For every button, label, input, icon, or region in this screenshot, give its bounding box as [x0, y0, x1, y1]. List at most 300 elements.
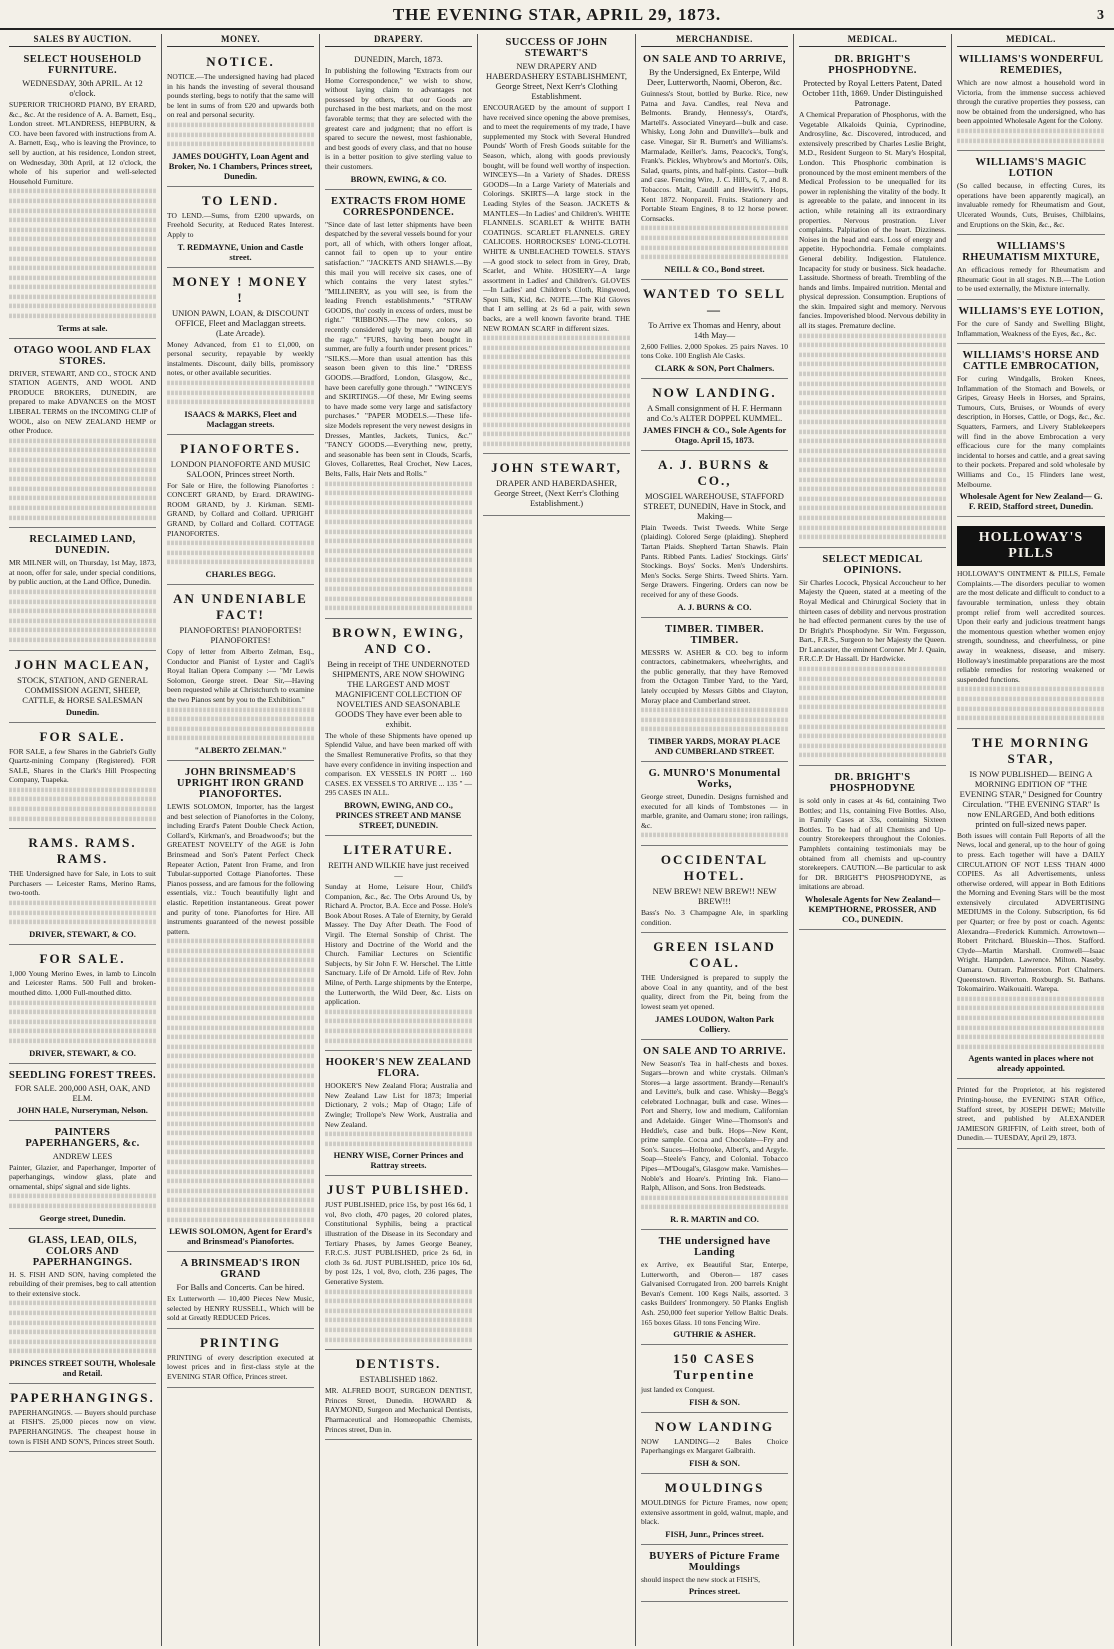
text-line: [325, 1019, 472, 1023]
ad-title: JUST PUBLISHED.: [326, 1182, 471, 1198]
text-line: [9, 208, 156, 212]
ad-title: GLASS, LEAD, OILS, COLORS AND PAPERHANGINGS.: [27, 1234, 138, 1268]
text-line: [167, 1083, 314, 1087]
ad-title: WILLIAMS'S WONDERFUL REMEDIES,: [958, 54, 1104, 76]
text-line: [799, 372, 946, 376]
ad-title: MOULDINGS: [664, 1479, 765, 1495]
text-line: [957, 1044, 1105, 1048]
text-line: [9, 227, 156, 231]
ad-body: LEWIS SOLOMON, Importer, has the largest and best selection of Pianofortes in the Colony, including Erard's Patent Double Check Action, Collard's, Kirkman's, and Broadwood's; but the GREATEST NOVELTY of the AGE is John Brinsmead and Son's Patent Perfect Check Repeater Action, Patent Iron Frame, and Iron Tubular-supported Cottage Pianofortes. These Pianos possess, and are famous for the following essentials, viz.: Touch beautifully light and elastic. Repetition instantaneous. Great power and purity of tone. Pianofortes for Hire. All instruments guaranteed of the newest possible pattern.: [167, 801, 314, 936]
text-line: [641, 1195, 788, 1199]
text-line: [325, 606, 472, 610]
text-line: [167, 1179, 314, 1183]
advertisement: [325, 193, 472, 619]
text-line: [167, 939, 314, 943]
text-line: [799, 525, 946, 529]
ad-body: SUPERIOR TRICHORD PIANO, BY ERARD, &c., &c. At the residence of A. A. Barnett, Esq., London street. M'LANDRESS, HEPBURN, & CO. have been favored with instructions from A. A. Barnett, Esq., who is leaving the Province, to sell by auction, at his residence, London street, on Wednesday, 30th April, at 12 o'clock, the whole of his superior and well-selected Household Furniture.: [9, 100, 156, 186]
advertisement: [167, 271, 314, 435]
ad-body: Guinness's Stout, bottled by Burke. Rice, new Patna and Java. Candles, real Neva and Belmonts. Brandy, Hennessy's, Otard's, Martell's. Associated Vineyard—bulk and case. Whisky, Long John and Dunville's—bulk and case. Vinegar, Sir R. Burnett's and Williams's. Marmalade, Keiller's. Jams, Peacock's, Tong's, Frank's. Pickles, Whybrow's and Morton's. Oils, Salad, quarts, pints, and half-pints. Castor—bulk and case. Fencing Wire, J. C. Hill's, 6, 7, and 8. Tobaccos. Malt, Caudill and Hewitt's. Hops, Kent 1872. Nonpareil. Fruits. Stationery and Portable Steam Engines, 8 to 12 horse power. Cornsacks.: [641, 89, 788, 223]
text-line: [167, 1112, 314, 1116]
ad-body: An efficacious remedy for Rheumatism and Rheumatic Gout in all stages. N.B.—The Lotion to be used externally, the Mixture internally.: [957, 265, 1105, 294]
masthead-title: THE EVENING STAR, APRIL 29, 1873.: [392, 5, 722, 24]
advertisement: [167, 190, 314, 268]
text-line: [167, 1188, 314, 1192]
ad-body: Plain Tweeds. Twist Tweeds. White Serge (plaiding). Colored Serge (plaiding). Shepherd Tartan Plaids. Shepherd Tartan Shawls. Plain Pants. Ribbed Pants. Ladies' Stockings. Girls' Stockings. Boys' Socks. Men's Undershirts. Men's Socks. Serge Shirts. Tweed Shirts. Yarn. Serge Drawers. Fingering. Orders can now be received for any of these Goods.: [641, 522, 788, 600]
ad-body: Sir Charles Locock, Physical Accoucheur to her Majesty the Queen, stated at a meeting of the Royal Medical and Chirurgical Society that in thirteen cases of debility and nervous prostration he had effected permanent cures by the use of Dr Bright's Phosphodyne. Sir Wm. Fergusson, Bart., F.R.S., Surgeon to her Majesty the Queen. Dr Lancaster, the eminent Coroner. Mr J. Quain, F.R.C.P. Dr Hassall. Dr Hardwicke.: [799, 577, 946, 664]
advertisement: [325, 1353, 472, 1440]
advertisement: [641, 454, 788, 618]
text-line: [167, 1208, 314, 1212]
text-line: [9, 1301, 156, 1305]
column-heading: MONEY.: [167, 34, 314, 47]
text-line: [799, 333, 946, 337]
ad-body: A Chemical Preparation of Phosphorus, with the Vegetable Alkaloids Quinia, Cyprinodine, Androsyline, &c. Discovered, introduced, and extensively prescribed by Charles Leslie Bright, M.D., Resident Surgeon to St. Mary's Hospital, London. This Phosphoric combination is pronounced by the most eminent members of the Medical Profession to be unequalled for its power in replenishing the vitality of the body. It is agreeable to the palate, and innocent in its action, while retaining all its extraordinary properties. Nervous prostration. Liver complaints. Palpitation of the heart. Dizziness. Noises in the head and ears. Loss of energy and appetite. Hypochondria. Female complaints. General debility. Indigestion. Flatulence. Incapacity for study or business. Sick headache. Lassitude. Shortness of breath. Trembling of the hands and limbs. Impaired nutrition. Mental and physical depression. Consumption. Eruptions of the skin. Impaired sight and memory. Nervous fancies. Impoverished blood. Nervous debility in all its stages. Premature decline.: [799, 110, 946, 331]
ad-signature: GUTHRIE & ASHER.: [673, 1329, 756, 1340]
ad-body: MR. ALFRED BOOT, SURGEON DENTIST, Princes Street, Dunedin. HOWARD & RAYMOND, Surgeon and Mechanical Dentists, Pharmaceutical and Homœopathic Chemists, Princes street, Dun in.: [325, 1386, 472, 1434]
column-heading: DRAPERY.: [325, 34, 472, 47]
advertisement: [167, 1255, 314, 1329]
ad-title: HOOKER'S NEW ZEALAND FLORA.: [325, 1057, 472, 1080]
text-line: [957, 129, 1105, 133]
newspaper-columns: [4, 34, 1110, 1646]
text-line: [9, 816, 156, 820]
text-line: [957, 1006, 1105, 1010]
text-line: [9, 1029, 156, 1033]
text-line: [9, 618, 156, 622]
ad-body: PAPERHANGINGS. — Buyers should purchase at FISH'S. 25,000 pieces now on view. PAPERHANGINGS. The cheapest house in town is FISH AND SON'S, Princes street South.: [9, 1407, 156, 1446]
ad-body: New Season's Tea in half-chests and boxes. Sugars—brown and white crystals. Oilman's Stores—a large assortment. Brandy—Renault's and Levitte's, bulk and case. Whisky—Begg's celebrated Lochnagar, bulk and case. Wines—Port and Sherry, low and medium, Californian and Adelaide. Ginger Wine—Thomson's and Heddle's, case and bulk. Hops—New Kent, prime sample. Cocoa and Chocolate—Fry and Son's. Sauces—Holbrooke, Albert's, and Argyle. Soap—Steele's Fancy, and Colonial. Tobacco Pipes—M'Dougal's, Glasgow make. Varnishes—Noble's and Hoare's. Printing Ink. Fiano—Ralph, Allison, and Sons. Iron Bedsteads.: [641, 1058, 788, 1193]
text-line: [167, 1073, 314, 1077]
ad-title: LITERATURE.: [343, 842, 454, 858]
ad-signature: DRIVER, STEWART, & CO.: [29, 1047, 136, 1058]
text-line: [957, 1035, 1105, 1039]
ad-subtitle: NEW BREW! NEW BREW!! NEW BREW!!!: [652, 885, 777, 906]
text-line: [799, 420, 946, 424]
ad-body: George street, Dunedin. Designs furnished and executed for all kinds of Tombstones — in marble, granite, and Oamaru stone; iron railings, &c.: [641, 791, 788, 830]
advertisement: [483, 457, 630, 516]
ad-title: PRINTING: [199, 1334, 281, 1350]
ad-signature: JAMES FINCH & CO., Sole Agents for Otago. April 15, 1873.: [642, 424, 787, 445]
text-line: [167, 400, 314, 404]
text-line: [9, 599, 156, 603]
text-line: [799, 705, 946, 709]
ad-title: MONEY ! MONEY !: [172, 273, 309, 305]
ad-title: PIANOFORTES.: [180, 440, 301, 456]
ad-body: MOULDINGS for Picture Frames, now open; extensive assortment in gold, walnut, maple, and black.: [641, 1497, 788, 1527]
text-line: [325, 1132, 472, 1136]
ad-body: 2,600 Fellies. 2,000 Spokes. 25 pairs Naves. 10 tons Coke. 100 English Ale Casks.: [641, 341, 788, 361]
text-line: [9, 1194, 156, 1198]
text-line: [167, 1092, 314, 1096]
ad-body: In publishing the following "Extracts from our Home Correspondence," we wish to show, without laying claim to advantages not possessed by others, that our Goods are purchased in the best markets, and on the most favorable terms; that they are selected with the greatest care and judgment; that no effort is spared to secure the newest, most fashionable, and best goods of every class, and that no house is in a better position to give sterling value to their customers.: [325, 66, 472, 171]
ad-title: PAINTERS PAPERHANGERS, &c.: [25, 1126, 140, 1149]
advertisement: [957, 520, 1105, 729]
text-line: [799, 667, 946, 671]
text-line: [799, 686, 946, 690]
text-line: [9, 237, 156, 241]
ad-title: BUYERS of Picture Frame Mouldings: [649, 1550, 780, 1573]
ad-subtitle: STOCK, STATION, AND GENERAL COMMISSION AGENT, SHEEP, CATTLE, & HORSE SALESMAN: [17, 674, 148, 705]
text-line: [483, 355, 630, 359]
advertisement: [9, 654, 156, 723]
text-line: [9, 458, 156, 462]
column-7: [952, 34, 1110, 1646]
advertisement: [799, 769, 946, 930]
ad-title: WANTED TO SELL—: [642, 285, 787, 317]
ad-signature: NEILL & CO., Bond street.: [664, 263, 765, 274]
advertisement: [641, 1548, 788, 1603]
text-line: [641, 236, 788, 240]
ad-body: Both issues will contain Full Reports of all the News, local and general, up to the hour of going to press. Each together will have a DAILY CIRCULATION OF NOT LESS THAN 4000 COPIES. As all Advertisements, unless otherwise ordered, will appear in Both Editions the Morning and Evening Stars will be the most extensively circulated ADVERTISING MEDIUMS in the Colony. Subscription, 6s 6d per Quarter; or free by post or coach. Agents: Alexandra—Frederick Kummich. Arrowtown—Robert Pritchard. Blueskin—Thos. Stafford. Clyde—Martin Marshall. Cromwell—Isaac Wright. Hampden. Lawrence. Milton. Naseby. Oamaru. Outram. Palmerston. Port Chalmers. Queenstown. Riverton. Roxburgh. St. Bathans. Tokomairiro. Waikouaiti. Warepa.: [957, 830, 1105, 994]
text-line: [325, 1141, 472, 1145]
text-line: [9, 628, 156, 632]
advertisement: [641, 1416, 788, 1474]
advertisement: [957, 238, 1105, 300]
text-line: [325, 587, 472, 591]
ad-subtitle: IS NOW PUBLISHED— BEING A MORNING EDITION OF "THE EVENING STAR," Designed for Country Circulation. "THE EVENING STAR" Is now ENLARGED, And both editions printed on full-sized news paper.: [959, 768, 1103, 829]
text-line: [9, 295, 156, 299]
ad-title: OCCIDENTAL HOTEL.: [660, 851, 769, 883]
ad-title: WILLIAMS'S RHEUMATISM MIXTURE,: [962, 241, 1100, 264]
text-line: [325, 500, 472, 504]
text-line: [483, 413, 630, 417]
advertisement: [9, 1232, 156, 1384]
text-line: [799, 429, 946, 433]
text-line: [325, 1318, 472, 1322]
text-line: [799, 352, 946, 356]
text-line: [9, 218, 156, 222]
text-line: [9, 486, 156, 490]
text-line: [799, 400, 946, 404]
ad-title: FOR SALE.: [39, 950, 126, 966]
text-line: [9, 1330, 156, 1334]
text-line: [167, 987, 314, 991]
advertisement: [9, 51, 156, 339]
text-line: [167, 996, 314, 1000]
text-line: [325, 491, 472, 495]
text-line: [167, 381, 314, 385]
text-line: [325, 539, 472, 543]
text-line: [799, 734, 946, 738]
advertisement: [641, 1348, 788, 1413]
text-line: [9, 304, 156, 308]
column-heading: MEDICAL.: [799, 34, 946, 47]
text-line: [9, 266, 156, 270]
text-line: [325, 568, 472, 572]
ad-signature: ISAACS & MARKS, Fleet and Maclaggan streets.: [184, 408, 297, 429]
ad-signature: FISH, Junr., Princes street.: [665, 1528, 764, 1539]
text-line: [799, 506, 946, 510]
ad-title: PAPERHANGINGS.: [10, 1389, 155, 1405]
text-line: [325, 558, 472, 562]
ad-signature: Agents wanted in places where not already appointed.: [968, 1053, 1094, 1074]
text-line: [9, 590, 156, 594]
advertisement: [9, 726, 156, 830]
ad-title: JOHN MACLEAN,: [14, 656, 151, 672]
text-line: [957, 1025, 1105, 1029]
text-line: [799, 535, 946, 539]
ad-signature: CLARK & SON, Port Chalmers.: [654, 362, 775, 373]
advertisement: [167, 51, 314, 187]
text-line: [167, 1035, 314, 1039]
text-line: [9, 438, 156, 442]
ad-body: ENCOURAGED by the amount of support I have received since opening the above premises, and to meet the requirements of my trade, I have supplemented my Stock with Several Hundred Pounds' Worth of Fresh Goods suitable for the Season, which, along with goods previously bought, will be found well worthy of inspection. WINCEYS—In a Variety of Shades. DRESS GOODS—In a Large Variety of Materials and Colorings. SKIRTS—A large stock in the Leading Styles of the Season. JACKETS & MANTLES—In Ladies' and Children's. WHITE FLANNELS. SCARLET & WHITE BATH COATINGS. SCARLET FLANNELS. GREY CALICOES. HORROCKSES' LONG-CLOTH. WHITE & UNBLEACHED TOWELS. STAYS—A good stock to select from in Grey, Drab, Scarlet, and White. HOSIERY—A large assortment in Ladies' and Children's. GLOVES—In Ladies' and Children's Cloth, Ringwood, Spun Silk, Kid, &c. NOTE.—The Kid Gloves that I am selling at 2s 6d a pair, with sewn backs, are a well known favorite brand. THE NEW ROMAN SCARF in different sizes.: [483, 103, 630, 333]
text-line: [167, 958, 314, 962]
text-line: [167, 123, 314, 127]
ad-title: TO LEND.: [201, 192, 280, 208]
ad-signature: Princes street.: [688, 1586, 741, 1597]
text-line: [799, 676, 946, 680]
advertisement: [641, 849, 788, 933]
advertisement: [167, 438, 314, 585]
text-line: [167, 142, 314, 146]
text-line: [799, 343, 946, 347]
text-line: [325, 548, 472, 552]
ad-subtitle: ANDREW LEES: [52, 1150, 113, 1161]
advertisement: [641, 936, 788, 1039]
ad-body: Painter, Glazier, and Paperhanger, Importer of paperhangings, window glass, plate and ornamental, ships' signal and side lights.: [9, 1162, 156, 1191]
ad-signature: BROWN, EWING, & CO.: [350, 173, 447, 184]
ad-title: SEEDLING FOREST TREES.: [9, 1069, 157, 1081]
ad-body: HOOKER'S New Zealand Flora; Australia and New Zealand Law List for 1873; Imperial Dictionary, 2 vols.; Map of Otago; Life of Zwingle; Trollope's New Work, Australia and New Zealand.: [325, 1081, 472, 1129]
text-line: [167, 1140, 314, 1144]
column-heading: MEDICAL.: [957, 34, 1105, 47]
text-line: [167, 550, 314, 554]
text-line: [9, 1320, 156, 1324]
ad-title: JOHN STEWART,: [491, 460, 622, 476]
text-line: [9, 247, 156, 251]
column-3: [320, 34, 478, 1646]
text-line: [325, 1337, 472, 1341]
text-line: [483, 365, 630, 369]
text-line: [957, 996, 1105, 1000]
text-line: [167, 1054, 314, 1058]
ad-subtitle: A Small consignment of H. F. Hermann and Co.'s ALTER DOPPEL KUMMEL.: [646, 402, 783, 423]
ad-body: (So called because, in effecting Cures, its operations have been apparently magical), an invaluable remedy for Rheumatism and Gout, Ulcerated Wounds, Cuts, Bruises, Chilblains, and Eruptions on the Skin, &c., &c.: [957, 181, 1105, 229]
ad-subtitle: PIANOFORTES! PIANOFORTES! PIANOFORTES!: [179, 625, 302, 646]
text-line: [167, 977, 314, 981]
ad-signature: A. J. BURNS & CO.: [677, 601, 752, 612]
text-line: [799, 487, 946, 491]
text-line: [325, 1308, 472, 1312]
text-line: [483, 422, 630, 426]
ad-subtitle: UNION PAWN, LOAN, & DISCOUNT OFFICE, Fleet and Maclaggan streets. (Late Arcade).: [172, 307, 309, 338]
text-line: [799, 468, 946, 472]
ad-title: A. J. BURNS & CO.,: [657, 456, 772, 488]
text-line: [9, 1349, 156, 1353]
advertisement: [957, 154, 1105, 235]
text-line: [799, 362, 946, 366]
text-line: [483, 374, 630, 378]
text-line: [483, 384, 630, 388]
masthead: [0, 0, 1114, 30]
ad-body: For the cure of Sandy and Swelling Blight, Inflammation, Weakness of the Eyes, &c., &c.: [957, 318, 1105, 338]
ad-subtitle: FOR SALE. 200,000 ASH, OAK, AND ELM.: [14, 1082, 151, 1103]
text-line: [641, 1205, 788, 1209]
text-line: [799, 724, 946, 728]
text-line: [9, 199, 156, 203]
text-line: [9, 515, 156, 519]
text-line: [167, 1064, 314, 1068]
ad-body: TO LEND.—Sums, from £200 upwards, on Freehold Security, at Reduced Rates Interest. Apply to: [167, 210, 314, 239]
advertisement: [641, 1043, 788, 1231]
ad-title: WILLIAMS'S MAGIC LOTION: [975, 157, 1087, 180]
ad-subtitle: DRAPER AND HABERDASHER, George Street, (Next Kerr's Clothing Establishment.): [494, 478, 619, 509]
ad-body: just landed ex Conquest.: [641, 1385, 715, 1395]
ad-body: NOTICE.—The undersigned having had placed in his hands the investing of several thousand pounds sterling, begs to notify that the same will be lent in sums of from £20 and upwards both on real and personal security.: [167, 72, 314, 120]
text-line: [325, 1038, 472, 1042]
text-line: [483, 432, 630, 436]
ad-subtitle: By the Undersigned, Ex Enterpe, Wild Deer, Lutterworth, Naomi, Oberon, &c.: [647, 67, 782, 87]
advertisement: [9, 1067, 156, 1121]
ad-body: DRIVER, STEWART, AND CO., STOCK AND STATION AGENTS, AND WOOL AND PRODUCE BROKERS, DUNEDIN, are prepared to make ADVANCES on the MOST LIBERAL TERMS on the INCOMING CLIP of WOOL, also on NEW ZEALAND HEMP or other Produce.: [9, 368, 156, 436]
text-line: [325, 1029, 472, 1033]
column-6: [794, 34, 952, 1646]
ad-body: For curing Windgalls, Broken Knees, Inflammation of the Stomach and Bowels, or Gripes, Greasy Heels in Horses, and Sprains, Tumours, Cuts, Bruises, or Wounds of every description, in Horses, Cattle, or Dogs, &c., &c. Squatters, Farmers, and Livery Stablekeepers will find in the above Embrocation a very efficacious cure for the many complaints incidental to horses and cattle, and a great saving to their pockets. Prepared and sold wholesale by Williams and Co., 15 Flinders lane west, Melbourne.: [957, 374, 1105, 489]
text-line: [325, 577, 472, 581]
text-line: [167, 1169, 314, 1173]
text-line: [9, 1339, 156, 1343]
ad-body: JUST PUBLISHED, price 15s, by post 16s 6d, 1 vol, 8vo cloth, 470 pages, 20 colored plates, Constitutional Syphilis, being a practical illustration of the Disease in its Secondary and Tertiary Phases, by James George Beaney, F.R.C.S. JUST PUBLISHED, price 2s 6d, in cloth 3s 6d. JUST PUBLISHED, price 10s 6d, by post 12s, 1 vol, 8vo, cloth, 236 pages, The Generative System.: [325, 1200, 472, 1287]
advertisement: [799, 51, 946, 548]
column-heading: SALES BY AUCTION.: [9, 34, 156, 47]
text-line: [167, 1121, 314, 1125]
text-line: [957, 138, 1105, 142]
text-line: [9, 1311, 156, 1315]
text-line: [167, 1198, 314, 1202]
text-line: [799, 448, 946, 452]
advertisement: [167, 764, 314, 1252]
text-line: [799, 695, 946, 699]
ad-body: PRINTING of every description executed at lowest prices and in first-class style at the EVENING STAR Office, Princes street.: [167, 1352, 314, 1382]
text-line: [9, 1039, 156, 1043]
ad-title: SELECT HOUSEHOLD FURNITURE.: [23, 54, 142, 76]
text-line: [957, 697, 1105, 701]
ad-title: BROWN, EWING, AND CO.: [332, 624, 465, 656]
ad-body: MR MILNER will, on Thursday, 1st May, 1873, at noon, offer for sale, under special conditions, by public auction, at the Land Office, Dunedin.: [9, 558, 156, 587]
text-line: [9, 638, 156, 642]
ad-title: NOTICE.: [206, 54, 275, 69]
ad-body: FOR SALE, a few Shares in the Gabriel's Gully Quartz-mining Company (Registered). FOR SALE, Shares in the Clark's Hill Prospecting Company, Tuapeka.: [9, 746, 156, 785]
text-line: [9, 496, 156, 500]
text-line: [641, 255, 788, 259]
advertisement: [641, 283, 788, 379]
text-line: [9, 467, 156, 471]
text-line: [9, 275, 156, 279]
text-line: [167, 1044, 314, 1048]
advertisement: [957, 51, 1105, 151]
ad-body: ex Arrive, ex Beautiful Star, Enterpe, Lutterworth, and Oberon— 187 cases Galvanised Corrugated Iron. 200 barrels Knight Bevan's Cement. 100 Kegs Nails, assorted. 3 casks Builders' Ironmongery. 50 Planks English Ash. 250,000 feet superior Yellow Baltic Deals. 165 boxes Glass. 10 tons Fencing Wire.: [641, 1260, 788, 1327]
ad-subtitle: For Balls and Concerts. Can be hired.: [176, 1282, 305, 1293]
ad-body: is sold only in cases at 4s 6d, containing Two Bottles; and 11s, containing Five Bottles. Also, in Family Cases at 33s, containing Sixteen Bottles. To be had of all Chemists and Up-country Storekeepers throughout the Colonies. Pamphlets containing testimonials may be obtained from all chemists and up-country storekeepers. CAUTION.—Be particular to ask for DR. BRIGHT'S PHOSPHODYNE, as imitations are abroad.: [799, 796, 946, 892]
text-line: [167, 1102, 314, 1106]
ad-subtitle: LONDON PIANOFORTE AND MUSIC SALOON, Princes street North.: [170, 458, 311, 479]
text-line: [167, 560, 314, 564]
advertisement: [641, 1233, 788, 1345]
ad-title: JOHN BRINSMEAD'S UPRIGHT IRON GRAND PIANOFORTES.: [176, 766, 305, 800]
text-line: [325, 1328, 472, 1332]
advertisement: [325, 622, 472, 836]
text-line: [167, 1217, 314, 1221]
text-line: [9, 506, 156, 510]
ad-signature: "ALBERTO ZELMAN.": [194, 744, 287, 755]
ad-subtitle: WEDNESDAY, 30th APRIL. At 12 o'clock.: [22, 78, 143, 98]
column-1: [4, 34, 162, 1646]
text-line: [167, 132, 314, 136]
advertisement: [167, 1332, 314, 1388]
ad-signature: HENRY WISE, Corner Princes and Rattray streets.: [333, 1150, 464, 1171]
text-line: [167, 968, 314, 972]
ad-signature: FISH & SON.: [689, 1457, 740, 1468]
ad-body: should inspect the new stock at FISH'S,: [641, 1574, 761, 1584]
text-line: [9, 807, 156, 811]
ad-subtitle: REITH AND WILKIE have just received—: [328, 860, 469, 881]
text-line: [167, 949, 314, 953]
ad-title: OTAGO WOOL AND FLAX STORES.: [13, 344, 152, 367]
ad-title: THE MORNING STAR,: [971, 734, 1091, 766]
text-line: [483, 336, 630, 340]
text-line: [325, 1289, 472, 1293]
ad-signature: Dunedin.: [65, 706, 100, 717]
text-line: [325, 520, 472, 524]
ad-title: ON SALE AND TO ARRIVE,: [643, 54, 786, 65]
text-line: [167, 726, 314, 730]
column-4: [478, 34, 636, 1646]
text-line: [957, 716, 1105, 720]
text-line: [9, 901, 156, 905]
text-line: [957, 687, 1105, 691]
ad-title: ON SALE AND TO ARRIVE.: [643, 1045, 786, 1057]
ad-body: MESSRS W. ASHER & CO. beg to inform contractors, cabinetmakers, wheelwrights, and the public generally, that they have Removed from the Octagon Timber Yard, to the Yard, lately occupied by Messrs Gibbs and Clayton, Moray place and Cumberland street.: [641, 647, 788, 705]
advertisement: [9, 832, 156, 945]
ad-signature: R. R. MARTIN and CO.: [670, 1214, 759, 1224]
ad-title: A BRINSMEAD'S IRON GRAND: [180, 1258, 301, 1281]
text-line: [641, 833, 788, 837]
ad-body: For Sale or Hire, the following Pianofortes : CONCERT GRAND, by Erard. DRAWING-ROOM GRAND, by J. Kirkman. SEMI-GRAND, by Collard and Collard. UPRIGHT GRAND, by Collard and Collard. COTTAGE PIANOFORTES.: [167, 480, 314, 538]
ad-title: NOW LANDING: [655, 1418, 774, 1434]
text-line: [799, 410, 946, 414]
ad-subtitle: Protected by Royal Letters Patent, Dated October 11th, 1869. Under Distinguished Patronage.: [802, 78, 943, 108]
ad-signature: LEWIS SOLOMON, Agent for Erard's and Brinsmead's Pianofortes.: [169, 1226, 312, 1247]
text-line: [641, 245, 788, 249]
text-line: [799, 715, 946, 719]
text-line: [9, 1000, 156, 1004]
advertisement: [325, 1054, 472, 1176]
ad-title: WILLIAMS'S HORSE AND CATTLE EMBROCATION,: [962, 350, 1100, 373]
ad-title: FOR SALE.: [39, 728, 126, 744]
advertisement: [799, 551, 946, 766]
ad-title: AN UNDENIABLE FACT!: [173, 591, 308, 623]
ad-subtitle: DUNEDIN, March, 1873.: [354, 54, 443, 64]
ad-title: DR. BRIGHT'S PHOSPHODYNE: [829, 772, 916, 794]
column-5: [636, 34, 794, 1646]
ad-title: WILLIAMS'S EYE LOTION,: [958, 305, 1104, 317]
text-line: [799, 477, 946, 481]
advertisement: [483, 34, 630, 454]
advertisement: [957, 1082, 1105, 1149]
ad-body: THE Undersigned have for Sale, in Lots to suit Purchasers — Leicester Rams, Merino Rams, two-tooth.: [9, 869, 156, 898]
text-line: [483, 403, 630, 407]
ad-signature: TIMBER YARDS, MORAY PLACE AND CUMBERLAND STREET.: [648, 735, 781, 756]
text-line: [957, 1016, 1105, 1020]
advertisement: [957, 303, 1105, 344]
advertisement: [641, 382, 788, 451]
text-line: [799, 439, 946, 443]
ad-title: RECLAIMED LAND, DUNEDIN.: [29, 534, 136, 557]
ad-body: "Since date of last letter shipments have been despatched by the several vessels bound for your port, all of which, with others longer afloat, cannot fail to open up to your entire satisfaction." "JACKETS AND SHAWLS.—By this mail you will receive six cases, one of which contains the very latest styles." "MILLINERY, as you will see, is from the leading French establishments." "STRAW GOODS, tho' costly in excess of orders, must be right." "RIBBONS.—The new colors, so recently considered ugly by many, are now all the rage." "FURS, having been bought in summer, are fully a fourth under present prices." "SILKS.—More than usual attention has this season been given to this line." "DRESS GOODS.—Bradford, London, Glasgow, &c., have been carefully gone through." "WINCEYS and SKIRTINGS.—Of these, Mr Ewing seems to have made some very large and satisfactory purchases." "PAPER MODELS.—These life-size Models represent the very newest designs in Dresses, Mantles, Jackets, Tunics, &c." "FANCY GOODS.—Everything new, pretty, and seasonable has been sent in Clouds, Scarfs, Gloves, Collarettes, Real Crochet, New Laces, Belts, Falls, Hair Nets and Rolls.": [325, 219, 472, 478]
text-line: [325, 510, 472, 514]
ad-title: SELECT MEDICAL OPINIONS.: [822, 553, 923, 576]
